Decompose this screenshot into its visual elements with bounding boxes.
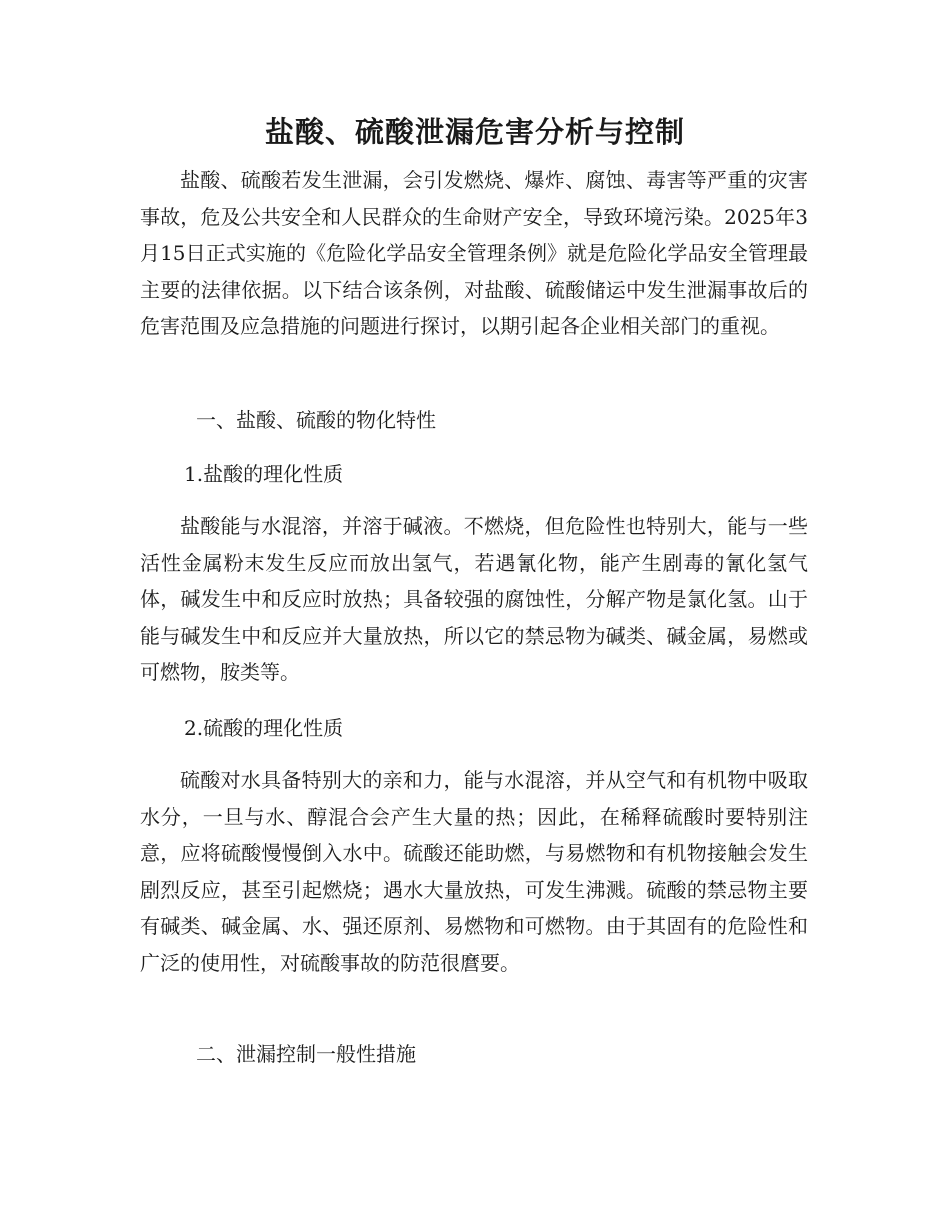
intro-paragraph: 盐酸、硫酸若发生泄漏，会引发燃烧、爆炸、腐蚀、毒害等严重的灾害事故，危及公共安全和人民群众的生命财产安全，导致环境污染。2025年3月15日正式实施的《危险化学品安全管理条例》就是危险化学品安全管理最主要的法律依据。以下结合该条例，对盐酸、硫酸储运中发生泄漏事故后的危害范围及应急措施的问题进行探讨，以期引起各企业相关部门的重视。 bbox=[140, 168, 808, 338]
section-heading-1: 一、盐酸、硫酸的物化特性 bbox=[196, 408, 436, 432]
document-title: 盐酸、硫酸泄漏危害分析与控制 bbox=[264, 115, 685, 149]
sulfuric-acid-properties-paragraph: 硫酸对水具备特别大的亲和力，能与水混溶，并从空气和有机物中吸取水分，一旦与水、醇混合会产生大量的热；因此，在稀释硫酸时要特别注意，应将硫酸慢慢倒入水中。硫酸还能助燃，与易燃物和有机物接触会发生剧烈反应，甚至引起燃烧；遇水大量放热，可发生沸溅。硫酸的禁忌物主要有碱类、碱金属、水、强还原剂、易燃物和可燃物。由于其固有的危险性和广泛的使用性，对硫酸事故的防范很麿要。 bbox=[140, 768, 808, 975]
subsection-heading-sulfuric-acid: 2.硫酸的理化性质 bbox=[184, 716, 344, 740]
section-heading-2: 二、泄漏控制一般性措施 bbox=[196, 1042, 416, 1066]
subsection-heading-hydrochloric-acid: 1.盐酸的理化性质 bbox=[184, 462, 344, 486]
hydrochloric-acid-properties-paragraph: 盐酸能与水混溶，并溶于碱液。不燃烧，但危险性也特别大，能与一些活性金属粉末发生反应而放出氢气，若遇氰化物，能产生剧毒的氰化氢气体，碱发生中和反应时放热；具备较强的腐蚀性，分解产物是氯化氢。山于能与碱发生中和反应并大量放热，所以它的禁忌物为碱类、碱金属，易燃或可燃物，胺类等。 bbox=[140, 514, 808, 684]
